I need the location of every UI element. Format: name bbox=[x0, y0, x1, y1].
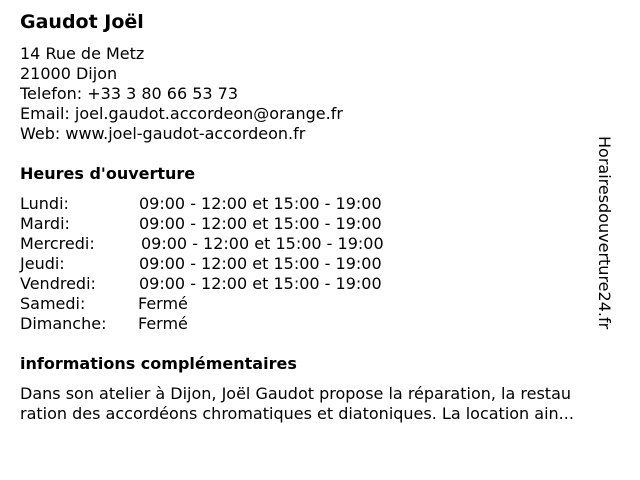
info-description bbox=[20, 384, 624, 424]
day-label: Lundi: bbox=[20, 194, 69, 213]
time-value: 09:00 - 12:00 et 15:00 - 19:00 bbox=[139, 254, 382, 273]
website: Web: www.joel-gaudot-accordeon.fr bbox=[20, 124, 306, 143]
time-value: 09:00 - 12:00 et 15:00 - 19:00 bbox=[139, 274, 382, 293]
time-value: 09:00 - 12:00 et 15:00 - 19:00 bbox=[139, 214, 382, 233]
street-address: 14 Rue de Metz bbox=[20, 44, 145, 63]
info-line-1: Dans son atelier à Dijon, Joël Gaudot propose la réparation, la restau bbox=[20, 384, 572, 403]
email: Email: joel.gaudot.accordeon@orange.fr bbox=[20, 104, 343, 123]
info-heading: informations complémentaires bbox=[20, 354, 297, 373]
hours-heading: Heures d'ouverture bbox=[20, 164, 196, 183]
time-value: Fermé bbox=[138, 314, 188, 333]
time-value: 09:00 - 12:00 et 15:00 - 19:00 bbox=[139, 194, 382, 213]
day-label: Mardi: bbox=[20, 214, 70, 233]
time-value: 09:00 - 12:00 et 15:00 - 19:00 bbox=[141, 234, 384, 253]
day-label: Vendredi: bbox=[20, 274, 96, 293]
info-line-2: ration des accordéons chromatiques et diatoniques. La location ain... bbox=[20, 404, 574, 423]
day-label: Dimanche: bbox=[20, 314, 107, 333]
day-label: Mercredi: bbox=[20, 234, 95, 253]
watermark bbox=[595, 136, 636, 346]
day-label: Samedi: bbox=[20, 294, 86, 313]
phone: Telefon: +33 3 80 66 53 73 bbox=[20, 84, 239, 103]
watermark-text: Horairesdouverture24.fr bbox=[595, 136, 614, 330]
day-label: Jeudi: bbox=[20, 254, 65, 273]
city: 21000 Dijon bbox=[20, 64, 118, 83]
business-name: Gaudot Joël bbox=[20, 11, 144, 33]
time-value: Fermé bbox=[138, 294, 188, 313]
